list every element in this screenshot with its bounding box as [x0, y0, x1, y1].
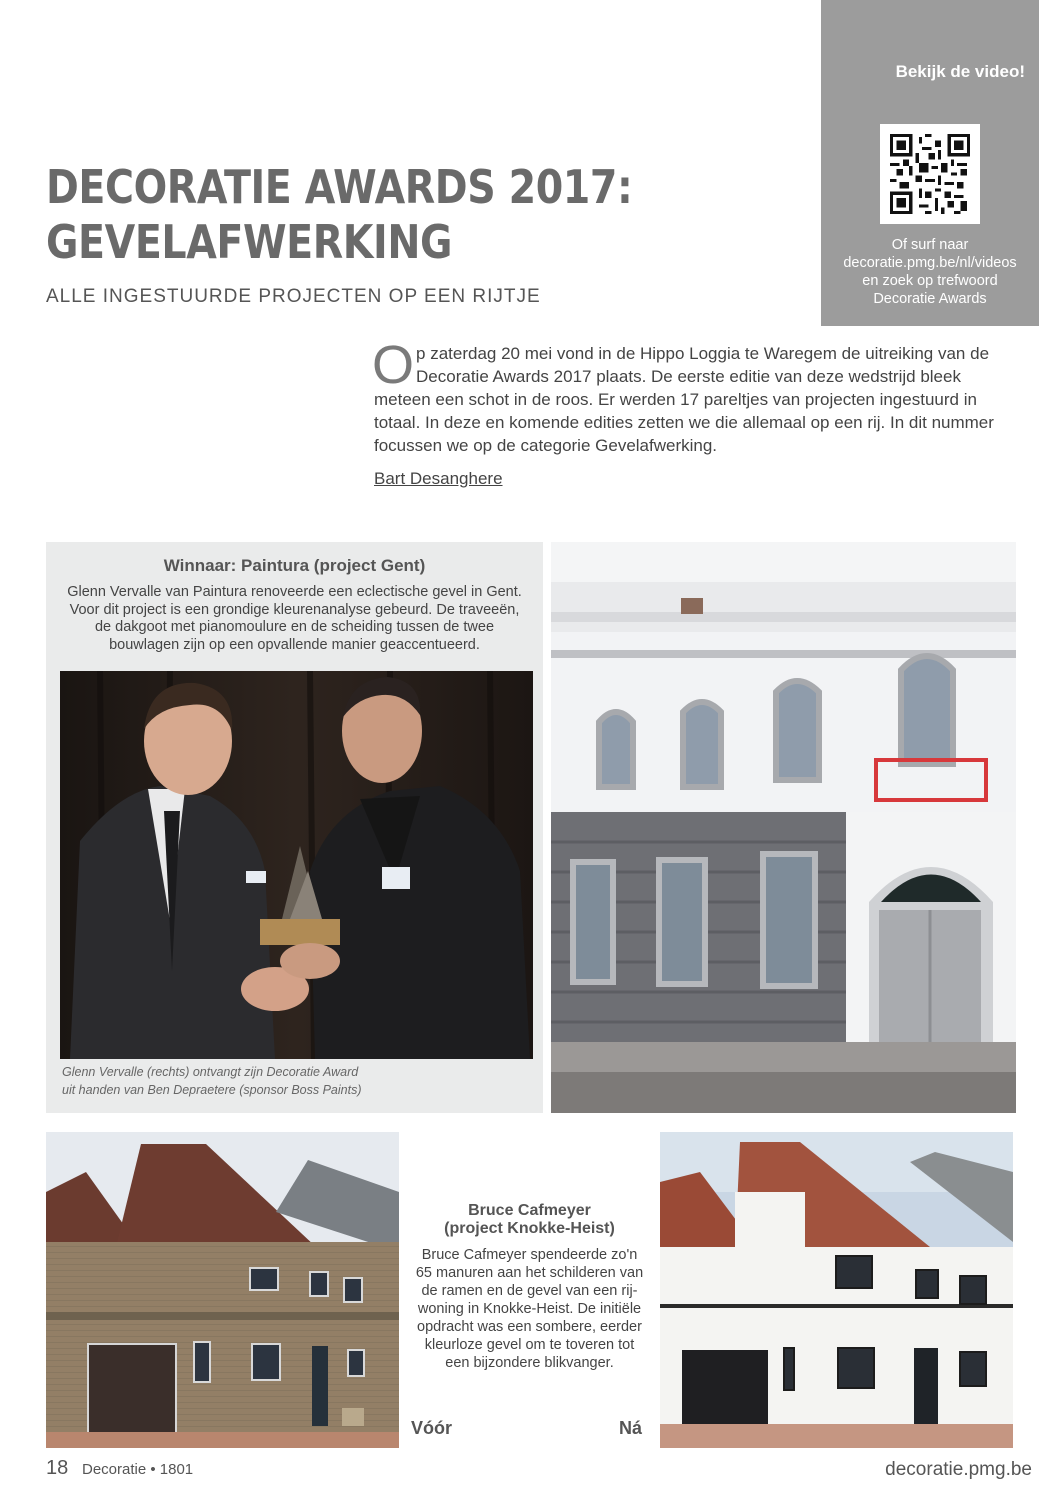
video-note-line: Decoratie Awards [873, 291, 987, 307]
footer-url-link[interactable]: decoratie.pmg.be [885, 1459, 1032, 1480]
photo-caption [62, 1064, 361, 1099]
author-link[interactable]: Bart Desanghere [374, 469, 503, 488]
before-label: Vóór [411, 1418, 453, 1438]
bruce-text-line: kleurloze gevel om te toveren tot [424, 1337, 635, 1353]
winner-description [54, 584, 535, 654]
bruce-text-line: opdracht was een sombere, eerder [417, 1319, 642, 1335]
article-title-line2: GEVELAFWERKING [46, 215, 453, 269]
drop-cap: O [372, 335, 415, 395]
qr-code-icon[interactable] [880, 124, 980, 224]
video-promo-box [821, 0, 1039, 326]
bruce-description [407, 1246, 652, 1372]
winner-section [46, 542, 543, 1113]
video-url[interactable]: decoratie.pmg.be/nl/videos [843, 255, 1017, 271]
caption-line: uit handen van Ben Depraetere (sponsor Boss Paints) [62, 1082, 362, 1097]
winner-text-line: de dakgoot met pianomoulure en de scheiding tussen de twee [94, 619, 495, 635]
before-photo [46, 1132, 399, 1448]
bruce-title-line: Bruce Cafmeyer [468, 1202, 591, 1219]
bruce-title [399, 1202, 660, 1238]
award-ceremony-photo [60, 671, 533, 1059]
magazine-issue: Decoratie • 1801 [82, 1461, 194, 1478]
bruce-text-line: een bijzondere blikvanger. [445, 1355, 614, 1371]
bruce-text-line: 65 manuren aan het schilderen van [415, 1265, 644, 1281]
bruce-text-line: Bruce Cafmeyer spendeerde zo'n [421, 1247, 638, 1263]
bruce-text-line: woning in Knokke-Heist. De initiële [417, 1301, 642, 1317]
bruce-text-line: de ramen en de gevel van een rij- [421, 1283, 638, 1299]
winner-text-line: Voor dit project is een grondige kleurenanalyse gebeurd. De traveeën, [69, 601, 520, 618]
article-title [46, 160, 700, 270]
page-number: 18 [46, 1457, 69, 1479]
after-label: Ná [618, 1418, 642, 1438]
intro-text: p zaterdag 20 mei vond in de Hippo Loggia te Waregem de uitreiking van de Decoratie Awards 2017 plaats. De eerste editie van deze wedstrijd bleek meteen een schot in de roos. Er werden 17 pareltjes van projecten ingestuurd in totaal. In deze en komende edities zetten we die allemaal op een rij. In dit nummer focussen we op de categorie Gevelafwerking. [374, 344, 994, 455]
winner-text-line: Glenn Vervalle van Paintura renoveerde een eclectische gevel in Gent. [67, 584, 522, 600]
caption-line: Glenn Vervalle (rechts) ontvangt zijn Decoratie Award [62, 1065, 359, 1079]
video-note-line: Of surf naar [891, 237, 969, 253]
article-subtitle: ALLE INGESTUURDE PROJECTEN OP EEN RIJTJE [46, 286, 541, 307]
video-heading: Bekijk de video! [895, 62, 1025, 81]
bruce-section [399, 1186, 660, 1448]
bruce-title-line: (project Knokke-Heist) [444, 1220, 615, 1237]
article-title-line1: DECORATIE AWARDS 2017: [46, 160, 633, 214]
winner-text-line: bouwlagen zijn op een opvallende manier geaccentueerd. [109, 636, 480, 653]
video-instructions [827, 236, 1033, 308]
article-intro [372, 335, 1014, 457]
gent-facade-photo [551, 542, 1016, 1113]
winner-title: Winnaar: Paintura (project Gent) [163, 556, 426, 575]
video-note-line: en zoek op trefwoord [862, 273, 998, 289]
after-photo [660, 1132, 1013, 1448]
